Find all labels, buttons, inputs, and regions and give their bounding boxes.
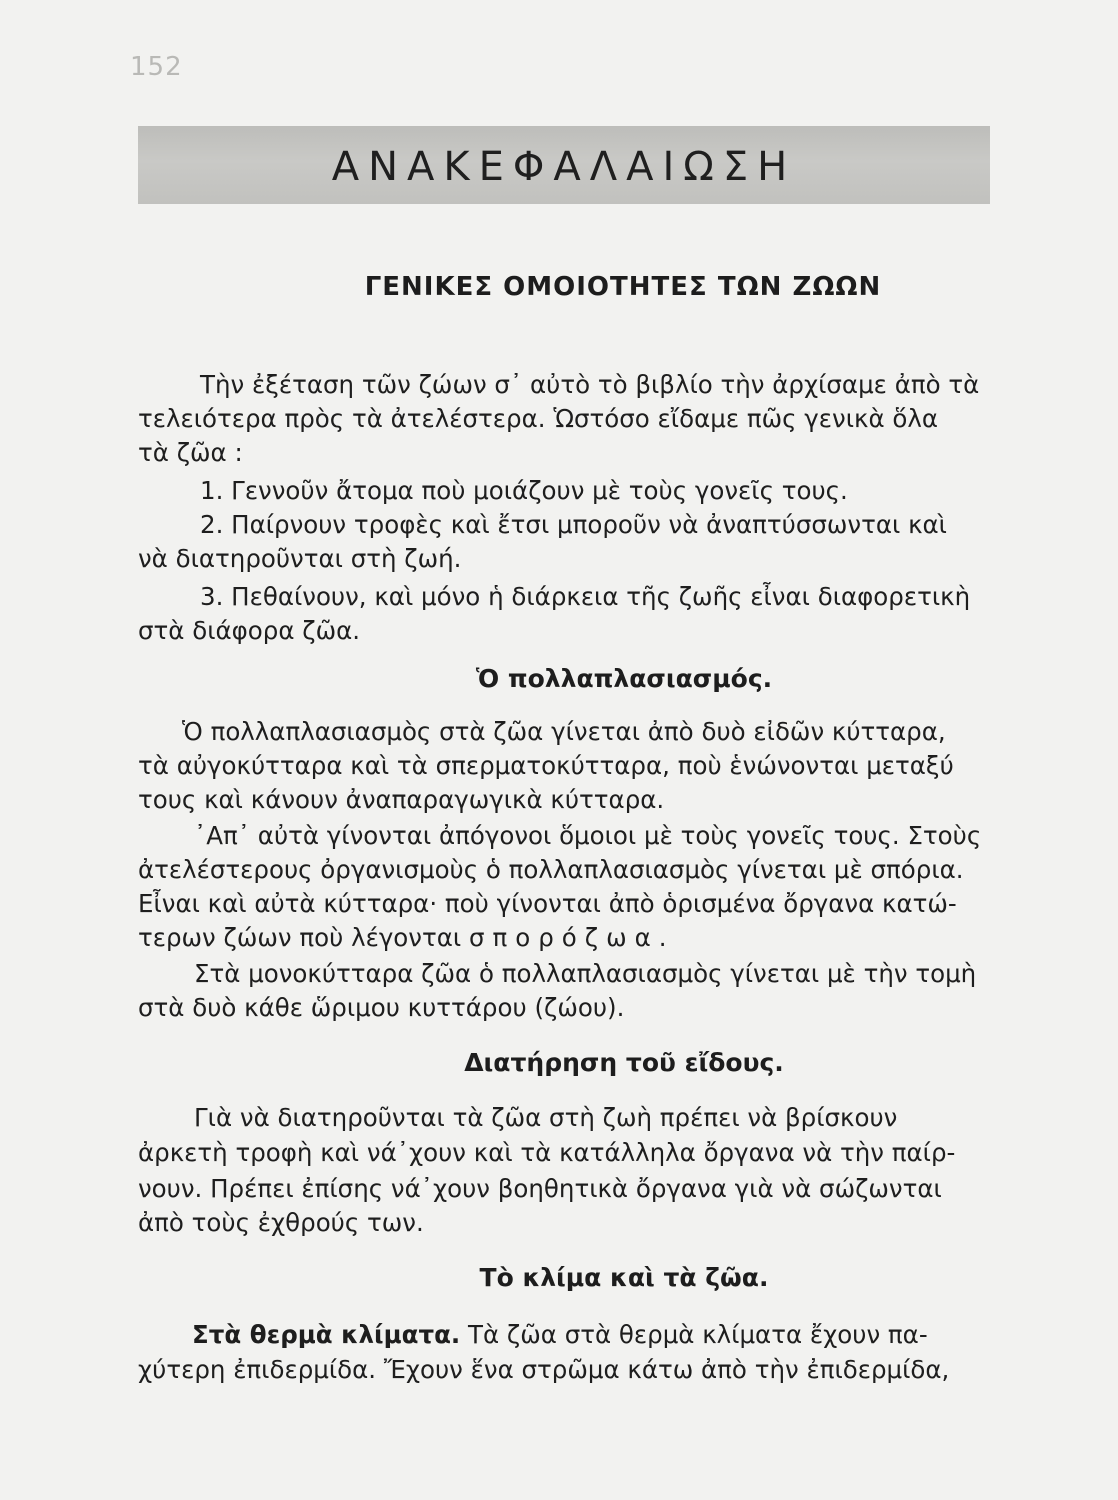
reproduction-p3-line-1: Στὰ μονοκύτταρα ζῶα ὁ πολλαπλασιασμὸς γίνεται μὲ τὴν τομὴ [194,959,977,988]
section-heading-reproduction: Ὁ πολλαπλασιασμός. [475,664,773,693]
intro-line-1: Τὴν ἐξέταση τῶν ζώων σ᾿ αὐτὸ τὸ βιβλίο τὴν ἀρχίσαμε ἀπὸ τὰ [200,370,980,399]
preservation-line-1: Γιὰ νὰ διατηροῦνται τὰ ζῶα στὴ ζωὴ πρέπει νὰ βρίσκουν [194,1103,898,1132]
reproduction-p2-line-2: ἀτελέστερους ὀργανισμοὺς ὁ πολλαπλασιασμὸς γίνεται μὲ σπόρια. [138,855,964,884]
list-item-3-line-1: 3. Πεθαίνουν, καὶ μόνο ἡ διάρκεια τῆς ζωῆς εἶναι διαφορετικὴ [200,582,971,611]
section-heading-preservation: Διατήρηση τοῦ εἴδους. [464,1048,784,1077]
climate-line-1 [138,1318,988,1352]
title-banner [138,126,990,204]
list-item-3-line-2: στὰ διάφορα ζῶα. [138,616,361,645]
reproduction-p2-line-4 [138,921,988,955]
reproduction-p2-line-4-text: τερων ζώων ποὺ λέγονται [138,923,469,952]
climate-line-2: χύτερη ἐπιδερμίδα. Ἔχουν ἕνα στρῶμα κάτω ἀπὸ τὴν ἐπιδερμίδα, [138,1355,950,1384]
section-heading-climate: Τὸ κλίμα καὶ τὰ ζῶα. [479,1263,769,1292]
climate-subheading-warm: Στὰ θερμὰ κλίματα. [192,1320,461,1349]
reproduction-p2-line-1: ᾿Απ᾿ αὐτὰ γίνονται ἀπόγονοι ὅμοιοι μὲ τοὺς γονεῖς τους. Στοὺς [194,821,982,850]
reproduction-p2-line-3: Εἶναι καὶ αὐτὰ κύτταρα· ποὺ γίνονται ἀπὸ ὁρισμένα ὄργανα κατώ- [138,889,957,918]
reproduction-p1-line-1: Ὁ πολλαπλασιασμὸς στὰ ζῶα γίνεται ἀπὸ δυὸ εἰδῶν κύτταρα, [182,717,946,746]
intro-line-3: τὰ ζῶα : [138,438,243,467]
reproduction-p1-line-2: τὰ αὐγοκύτταρα καὶ τὰ σπερματοκύτταρα, ποὺ ἑνώνονται μεταξύ [138,751,954,780]
page-number: 152 [130,52,183,82]
reproduction-p1-line-3: τους καὶ κάνουν ἀναπαραγωγικὰ κύτταρα. [138,785,665,814]
banner-title: ΑΝΑΚΕΦΑΛΑΙΩΣΗ [331,144,797,190]
list-item-2-line-2: νὰ διατηροῦνται στὴ ζωή. [138,544,462,573]
list-item-1: 1. Γεννοῦν ἄτομα ποὺ μοιάζουν μὲ τοὺς γονεῖς τους. [200,476,848,505]
preservation-line-2: ἀρκετὴ τροφὴ καὶ νά᾿χουν καὶ τὰ κατάλληλα ὄργανα νὰ τὴν παίρ- [138,1138,956,1167]
reproduction-p3-line-2: στὰ δυὸ κάθε ὥριμου κυττάρου (ζώου). [138,993,625,1022]
main-heading: ΓΕΝΙΚΕΣ ΟΜΟΙΟΤΗΤΕΣ ΤΩΝ ΖΩΩΝ [364,272,882,302]
list-item-2-line-1: 2. Παίρνουν τροφὲς καὶ ἔτσι μποροῦν νὰ ἀναπτύσσωνται καὶ [200,510,947,539]
preservation-line-4: ἀπὸ τοὺς ἐχθρούς των. [138,1208,424,1237]
reproduction-p2-line-4-end: . [658,923,667,952]
term-sporozoa: σπορόζωα [468,923,659,952]
intro-line-2: τελειότερα πρὸς τὰ ἀτελέστερα. Ὡστόσο εἴδαμε πῶς γενικὰ ὅλα [138,404,939,433]
preservation-line-3: νουν. Πρέπει ἐπίσης νά᾿χουν βοηθητικὰ ὄργανα γιὰ νὰ σώζωνται [138,1174,942,1203]
climate-line-1-text: Τὰ ζῶα στὰ θερμὰ κλίματα ἔχουν πα- [460,1320,928,1349]
